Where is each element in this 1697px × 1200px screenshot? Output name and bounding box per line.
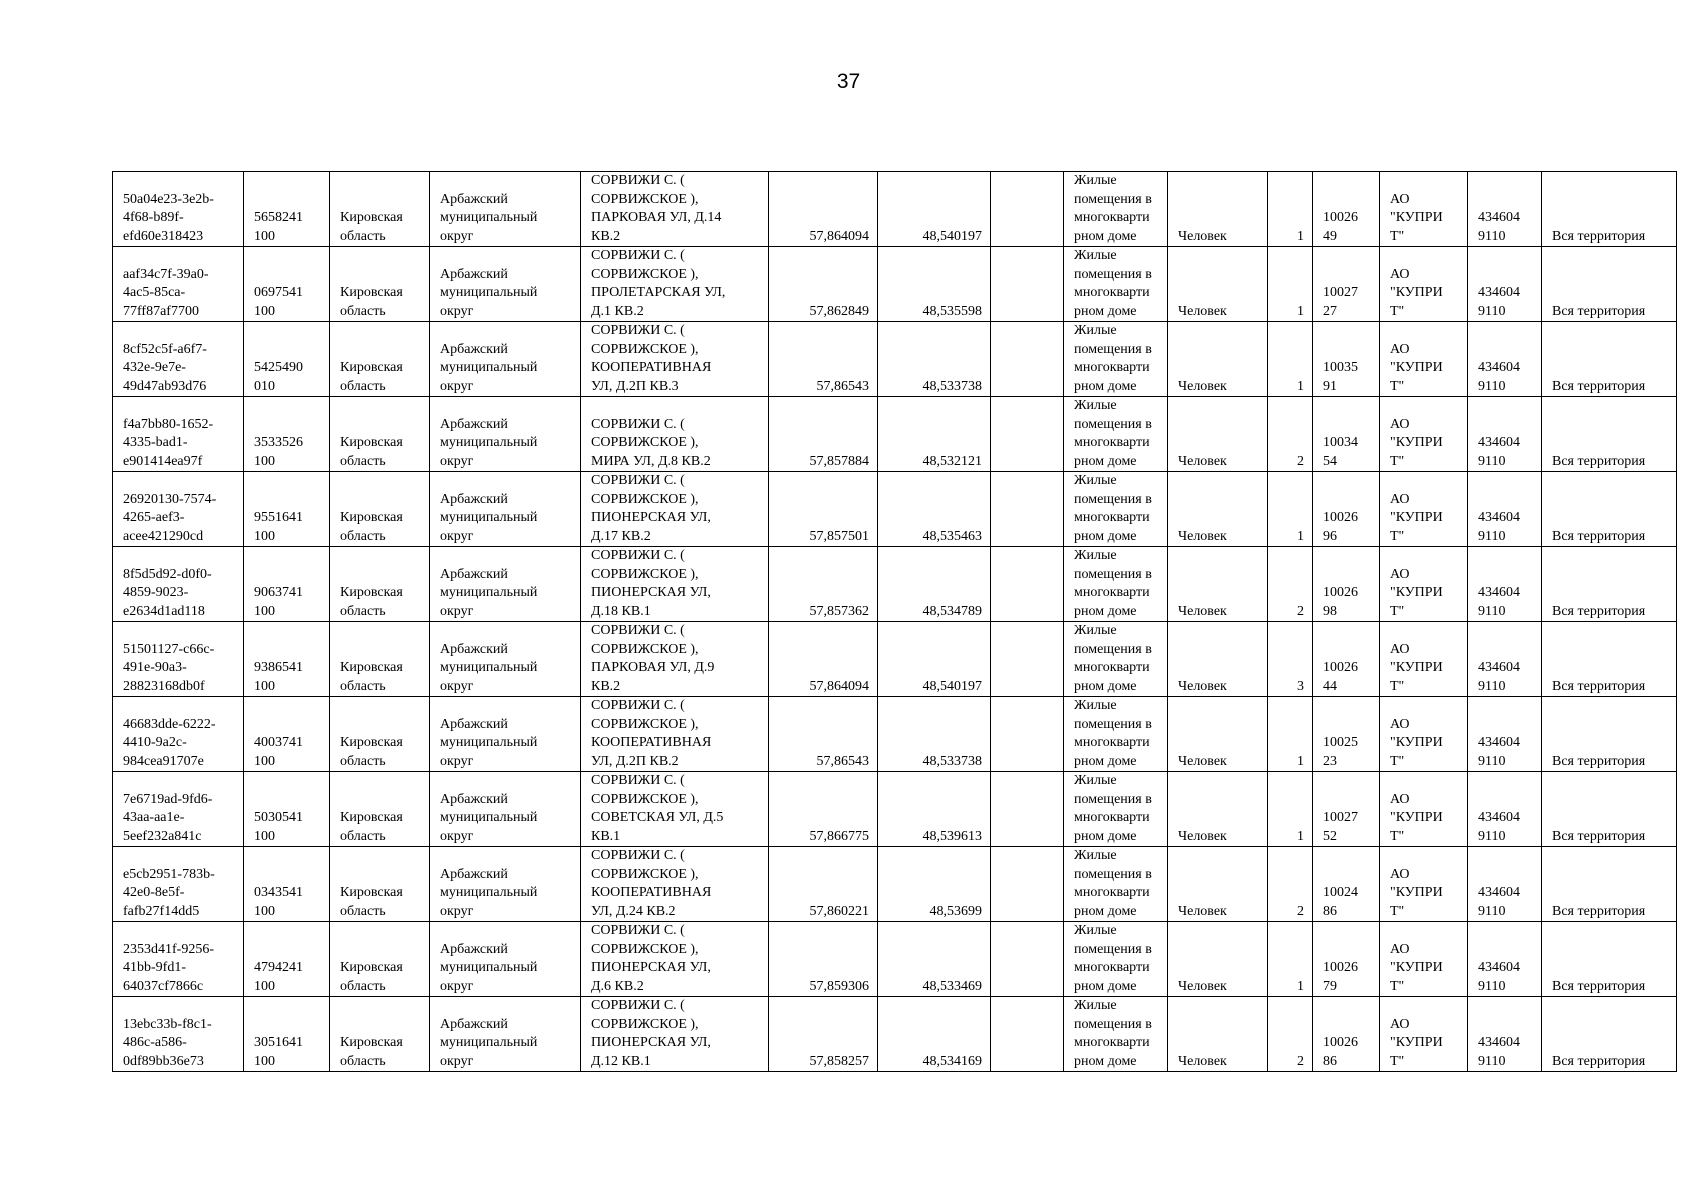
table-row xyxy=(113,247,1677,322)
cell-code2: 10035 91 xyxy=(1313,322,1380,397)
cell-unit: Человек xyxy=(1168,397,1268,472)
cell-code2: 10026 86 xyxy=(1313,997,1380,1072)
cell-organization: АО "КУПРИ Т" xyxy=(1380,322,1468,397)
cell-longitude: 48,533738 xyxy=(878,697,991,772)
cell-district: Арбажский муниципальный округ xyxy=(430,922,581,997)
cell-empty xyxy=(991,172,1064,247)
cell-region: Кировская область xyxy=(330,247,430,322)
cell-premises-type: Жилые помещения в многокварти рном доме xyxy=(1064,622,1168,697)
cell-unit: Человек xyxy=(1168,322,1268,397)
cell-empty xyxy=(991,322,1064,397)
cell-code2: 10026 44 xyxy=(1313,622,1380,697)
cell-latitude: 57,864094 xyxy=(769,172,878,247)
cell-quantity: 1 xyxy=(1268,697,1313,772)
cell-quantity: 1 xyxy=(1268,172,1313,247)
cell-code: 5030541 100 xyxy=(244,772,330,847)
cell-unit: Человек xyxy=(1168,622,1268,697)
cell-latitude: 57,858257 xyxy=(769,997,878,1072)
cell-address: СОРВИЖИ С. ( СОРВИЖСКОЕ ), ПИОНЕРСКАЯ УЛ, Д.12 КВ.1 xyxy=(581,997,769,1072)
cell-premises-type: Жилые помещения в многокварти рном доме xyxy=(1064,547,1168,622)
cell-territory: Вся территория xyxy=(1542,322,1677,397)
cell-code: 4003741 100 xyxy=(244,697,330,772)
cell-inn: 434604 9110 xyxy=(1468,622,1542,697)
page-number: 37 xyxy=(836,70,861,93)
cell-inn: 434604 9110 xyxy=(1468,472,1542,547)
cell-inn: 434604 9110 xyxy=(1468,547,1542,622)
cell-premises-type: Жилые помещения в многокварти рном доме xyxy=(1064,247,1168,322)
cell-longitude: 48,533738 xyxy=(878,322,991,397)
cell-code2: 10034 54 xyxy=(1313,397,1380,472)
cell-inn: 434604 9110 xyxy=(1468,247,1542,322)
cell-inn: 434604 9110 xyxy=(1468,322,1542,397)
cell-premises-type: Жилые помещения в многокварти рном доме xyxy=(1064,847,1168,922)
cell-latitude: 57,859306 xyxy=(769,922,878,997)
cell-territory: Вся территория xyxy=(1542,472,1677,547)
cell-code2: 10026 98 xyxy=(1313,547,1380,622)
cell-longitude: 48,53699 xyxy=(878,847,991,922)
cell-latitude: 57,864094 xyxy=(769,622,878,697)
cell-longitude: 48,539613 xyxy=(878,772,991,847)
cell-premises-type: Жилые помещения в многокварти рном доме xyxy=(1064,922,1168,997)
cell-territory: Вся территория xyxy=(1542,772,1677,847)
cell-unit: Человек xyxy=(1168,472,1268,547)
cell-unit: Человек xyxy=(1168,847,1268,922)
cell-address: СОРВИЖИ С. ( СОРВИЖСКОЕ ), КООПЕРАТИВНАЯ УЛ, Д.2П КВ.2 xyxy=(581,697,769,772)
cell-district: Арбажский муниципальный округ xyxy=(430,322,581,397)
cell-code2: 10027 27 xyxy=(1313,247,1380,322)
table-row xyxy=(113,547,1677,622)
cell-premises-type: Жилые помещения в многокварти рном доме xyxy=(1064,322,1168,397)
cell-code: 9551641 100 xyxy=(244,472,330,547)
cell-premises-type: Жилые помещения в многокварти рном доме xyxy=(1064,172,1168,247)
cell-guid: e5cb2951-783b- 42e0-8e5f- fafb27f14dd5 xyxy=(113,847,244,922)
cell-code2: 10025 23 xyxy=(1313,697,1380,772)
cell-address: СОРВИЖИ С. ( СОРВИЖСКОЕ ), ПИОНЕРСКАЯ УЛ, Д.6 КВ.2 xyxy=(581,922,769,997)
cell-premises-type: Жилые помещения в многокварти рном доме xyxy=(1064,697,1168,772)
cell-code: 5425490 010 xyxy=(244,322,330,397)
cell-empty xyxy=(991,622,1064,697)
table-row xyxy=(113,322,1677,397)
cell-unit: Человек xyxy=(1168,172,1268,247)
cell-territory: Вся территория xyxy=(1542,847,1677,922)
cell-region: Кировская область xyxy=(330,772,430,847)
cell-empty xyxy=(991,997,1064,1072)
cell-inn: 434604 9110 xyxy=(1468,172,1542,247)
cell-organization: АО "КУПРИ Т" xyxy=(1380,997,1468,1072)
registry-table xyxy=(112,171,1677,1072)
cell-guid: 8cf52c5f-a6f7- 432e-9e7e- 49d47ab93d76 xyxy=(113,322,244,397)
cell-code: 9063741 100 xyxy=(244,547,330,622)
cell-longitude: 48,540197 xyxy=(878,172,991,247)
cell-code: 0697541 100 xyxy=(244,247,330,322)
cell-territory: Вся территория xyxy=(1542,247,1677,322)
cell-region: Кировская область xyxy=(330,172,430,247)
cell-region: Кировская область xyxy=(330,472,430,547)
cell-territory: Вся территория xyxy=(1542,622,1677,697)
cell-unit: Человек xyxy=(1168,772,1268,847)
cell-unit: Человек xyxy=(1168,247,1268,322)
cell-code2: 10024 86 xyxy=(1313,847,1380,922)
cell-quantity: 2 xyxy=(1268,547,1313,622)
cell-address: СОРВИЖИ С. ( СОРВИЖСКОЕ ), МИРА УЛ, Д.8 КВ.2 xyxy=(581,397,769,472)
cell-latitude: 57,857501 xyxy=(769,472,878,547)
cell-address: СОРВИЖИ С. ( СОРВИЖСКОЕ ), КООПЕРАТИВНАЯ УЛ, Д.2П КВ.3 xyxy=(581,322,769,397)
cell-code2: 10026 79 xyxy=(1313,922,1380,997)
table-row xyxy=(113,847,1677,922)
cell-guid: 8f5d5d92-d0f0- 4859-9023- e2634d1ad118 xyxy=(113,547,244,622)
cell-longitude: 48,532121 xyxy=(878,397,991,472)
cell-organization: АО "КУПРИ Т" xyxy=(1380,397,1468,472)
cell-guid: aaf34c7f-39a0- 4ac5-85ca- 77ff87af7700 xyxy=(113,247,244,322)
cell-empty xyxy=(991,922,1064,997)
cell-empty xyxy=(991,547,1064,622)
table-row xyxy=(113,997,1677,1072)
cell-empty xyxy=(991,697,1064,772)
cell-quantity: 3 xyxy=(1268,622,1313,697)
cell-district: Арбажский муниципальный округ xyxy=(430,247,581,322)
cell-territory: Вся территория xyxy=(1542,997,1677,1072)
cell-longitude: 48,535598 xyxy=(878,247,991,322)
cell-quantity: 1 xyxy=(1268,922,1313,997)
cell-latitude: 57,860221 xyxy=(769,847,878,922)
cell-guid: 50a04e23-3e2b- 4f68-b89f- efd60e318423 xyxy=(113,172,244,247)
cell-organization: АО "КУПРИ Т" xyxy=(1380,547,1468,622)
cell-latitude: 57,86543 xyxy=(769,697,878,772)
cell-guid: f4a7bb80-1652- 4335-bad1- e901414ea97f xyxy=(113,397,244,472)
cell-latitude: 57,86543 xyxy=(769,322,878,397)
cell-longitude: 48,535463 xyxy=(878,472,991,547)
cell-code: 9386541 100 xyxy=(244,622,330,697)
cell-guid: 7e6719ad-9fd6- 43aa-aa1e- 5eef232a841c xyxy=(113,772,244,847)
cell-inn: 434604 9110 xyxy=(1468,772,1542,847)
cell-quantity: 1 xyxy=(1268,247,1313,322)
cell-address: СОРВИЖИ С. ( СОРВИЖСКОЕ ), ПАРКОВАЯ УЛ, Д.9 КВ.2 xyxy=(581,622,769,697)
cell-district: Арбажский муниципальный округ xyxy=(430,172,581,247)
cell-code: 4794241 100 xyxy=(244,922,330,997)
cell-empty xyxy=(991,397,1064,472)
cell-region: Кировская область xyxy=(330,697,430,772)
cell-organization: АО "КУПРИ Т" xyxy=(1380,847,1468,922)
cell-territory: Вся территория xyxy=(1542,922,1677,997)
cell-quantity: 1 xyxy=(1268,472,1313,547)
cell-guid: 2353d41f-9256- 41bb-9fd1- 64037cf7866c xyxy=(113,922,244,997)
cell-organization: АО "КУПРИ Т" xyxy=(1380,772,1468,847)
cell-guid: 51501127-c66c- 491e-90a3- 28823168db0f xyxy=(113,622,244,697)
cell-unit: Человек xyxy=(1168,547,1268,622)
cell-organization: АО "КУПРИ Т" xyxy=(1380,922,1468,997)
cell-longitude: 48,534169 xyxy=(878,997,991,1072)
cell-region: Кировская область xyxy=(330,847,430,922)
cell-district: Арбажский муниципальный округ xyxy=(430,472,581,547)
cell-address: СОРВИЖИ С. ( СОРВИЖСКОЕ ), ПИОНЕРСКАЯ УЛ, Д.17 КВ.2 xyxy=(581,472,769,547)
cell-code: 0343541 100 xyxy=(244,847,330,922)
registry-table-body xyxy=(113,172,1677,1072)
cell-code2: 10026 96 xyxy=(1313,472,1380,547)
cell-territory: Вся территория xyxy=(1542,547,1677,622)
cell-region: Кировская область xyxy=(330,622,430,697)
cell-empty xyxy=(991,247,1064,322)
cell-guid: 13ebc33b-f8c1- 486c-a586- 0df89bb36e73 xyxy=(113,997,244,1072)
cell-address: СОРВИЖИ С. ( СОРВИЖСКОЕ ), ПАРКОВАЯ УЛ, Д.14 КВ.2 xyxy=(581,172,769,247)
cell-region: Кировская область xyxy=(330,397,430,472)
cell-inn: 434604 9110 xyxy=(1468,997,1542,1072)
cell-region: Кировская область xyxy=(330,322,430,397)
cell-organization: АО "КУПРИ Т" xyxy=(1380,247,1468,322)
cell-organization: АО "КУПРИ Т" xyxy=(1380,172,1468,247)
cell-territory: Вся территория xyxy=(1542,697,1677,772)
cell-code: 3051641 100 xyxy=(244,997,330,1072)
cell-quantity: 2 xyxy=(1268,847,1313,922)
cell-address: СОРВИЖИ С. ( СОРВИЖСКОЕ ), ПРОЛЕТАРСКАЯ УЛ, Д.1 КВ.2 xyxy=(581,247,769,322)
cell-region: Кировская область xyxy=(330,547,430,622)
cell-premises-type: Жилые помещения в многокварти рном доме xyxy=(1064,772,1168,847)
cell-territory: Вся территория xyxy=(1542,172,1677,247)
cell-territory: Вся территория xyxy=(1542,397,1677,472)
cell-region: Кировская область xyxy=(330,997,430,1072)
table-row xyxy=(113,397,1677,472)
cell-district: Арбажский муниципальный округ xyxy=(430,622,581,697)
cell-inn: 434604 9110 xyxy=(1468,847,1542,922)
cell-district: Арбажский муниципальный округ xyxy=(430,397,581,472)
cell-district: Арбажский муниципальный округ xyxy=(430,772,581,847)
cell-address: СОРВИЖИ С. ( СОРВИЖСКОЕ ), КООПЕРАТИВНАЯ УЛ, Д.24 КВ.2 xyxy=(581,847,769,922)
table-row xyxy=(113,172,1677,247)
cell-district: Арбажский муниципальный округ xyxy=(430,847,581,922)
cell-latitude: 57,862849 xyxy=(769,247,878,322)
cell-address: СОРВИЖИ С. ( СОРВИЖСКОЕ ), СОВЕТСКАЯ УЛ, Д.5 КВ.1 xyxy=(581,772,769,847)
cell-organization: АО "КУПРИ Т" xyxy=(1380,697,1468,772)
cell-latitude: 57,857362 xyxy=(769,547,878,622)
table-row xyxy=(113,922,1677,997)
cell-district: Арбажский муниципальный округ xyxy=(430,547,581,622)
cell-unit: Человек xyxy=(1168,697,1268,772)
table-row xyxy=(113,472,1677,547)
cell-premises-type: Жилые помещения в многокварти рном доме xyxy=(1064,997,1168,1072)
cell-district: Арбажский муниципальный округ xyxy=(430,697,581,772)
cell-address: СОРВИЖИ С. ( СОРВИЖСКОЕ ), ПИОНЕРСКАЯ УЛ, Д.18 КВ.1 xyxy=(581,547,769,622)
cell-empty xyxy=(991,472,1064,547)
cell-inn: 434604 9110 xyxy=(1468,697,1542,772)
cell-district: Арбажский муниципальный округ xyxy=(430,997,581,1072)
cell-organization: АО "КУПРИ Т" xyxy=(1380,622,1468,697)
cell-organization: АО "КУПРИ Т" xyxy=(1380,472,1468,547)
table-row xyxy=(113,772,1677,847)
cell-code: 5658241 100 xyxy=(244,172,330,247)
cell-longitude: 48,540197 xyxy=(878,622,991,697)
cell-longitude: 48,534789 xyxy=(878,547,991,622)
cell-quantity: 1 xyxy=(1268,322,1313,397)
cell-inn: 434604 9110 xyxy=(1468,397,1542,472)
cell-code2: 10026 49 xyxy=(1313,172,1380,247)
cell-code: 3533526 100 xyxy=(244,397,330,472)
cell-unit: Человек xyxy=(1168,997,1268,1072)
cell-longitude: 48,533469 xyxy=(878,922,991,997)
cell-guid: 46683dde-6222- 4410-9a2c- 984cea91707e xyxy=(113,697,244,772)
table-row xyxy=(113,697,1677,772)
table-row xyxy=(113,622,1677,697)
cell-unit: Человек xyxy=(1168,922,1268,997)
cell-region: Кировская область xyxy=(330,922,430,997)
cell-quantity: 2 xyxy=(1268,997,1313,1072)
cell-premises-type: Жилые помещения в многокварти рном доме xyxy=(1064,472,1168,547)
cell-code2: 10027 52 xyxy=(1313,772,1380,847)
cell-premises-type: Жилые помещения в многокварти рном доме xyxy=(1064,397,1168,472)
cell-latitude: 57,857884 xyxy=(769,397,878,472)
cell-quantity: 2 xyxy=(1268,397,1313,472)
cell-quantity: 1 xyxy=(1268,772,1313,847)
cell-latitude: 57,866775 xyxy=(769,772,878,847)
cell-guid: 26920130-7574- 4265-aef3- acee421290cd xyxy=(113,472,244,547)
cell-empty xyxy=(991,847,1064,922)
cell-inn: 434604 9110 xyxy=(1468,922,1542,997)
cell-empty xyxy=(991,772,1064,847)
